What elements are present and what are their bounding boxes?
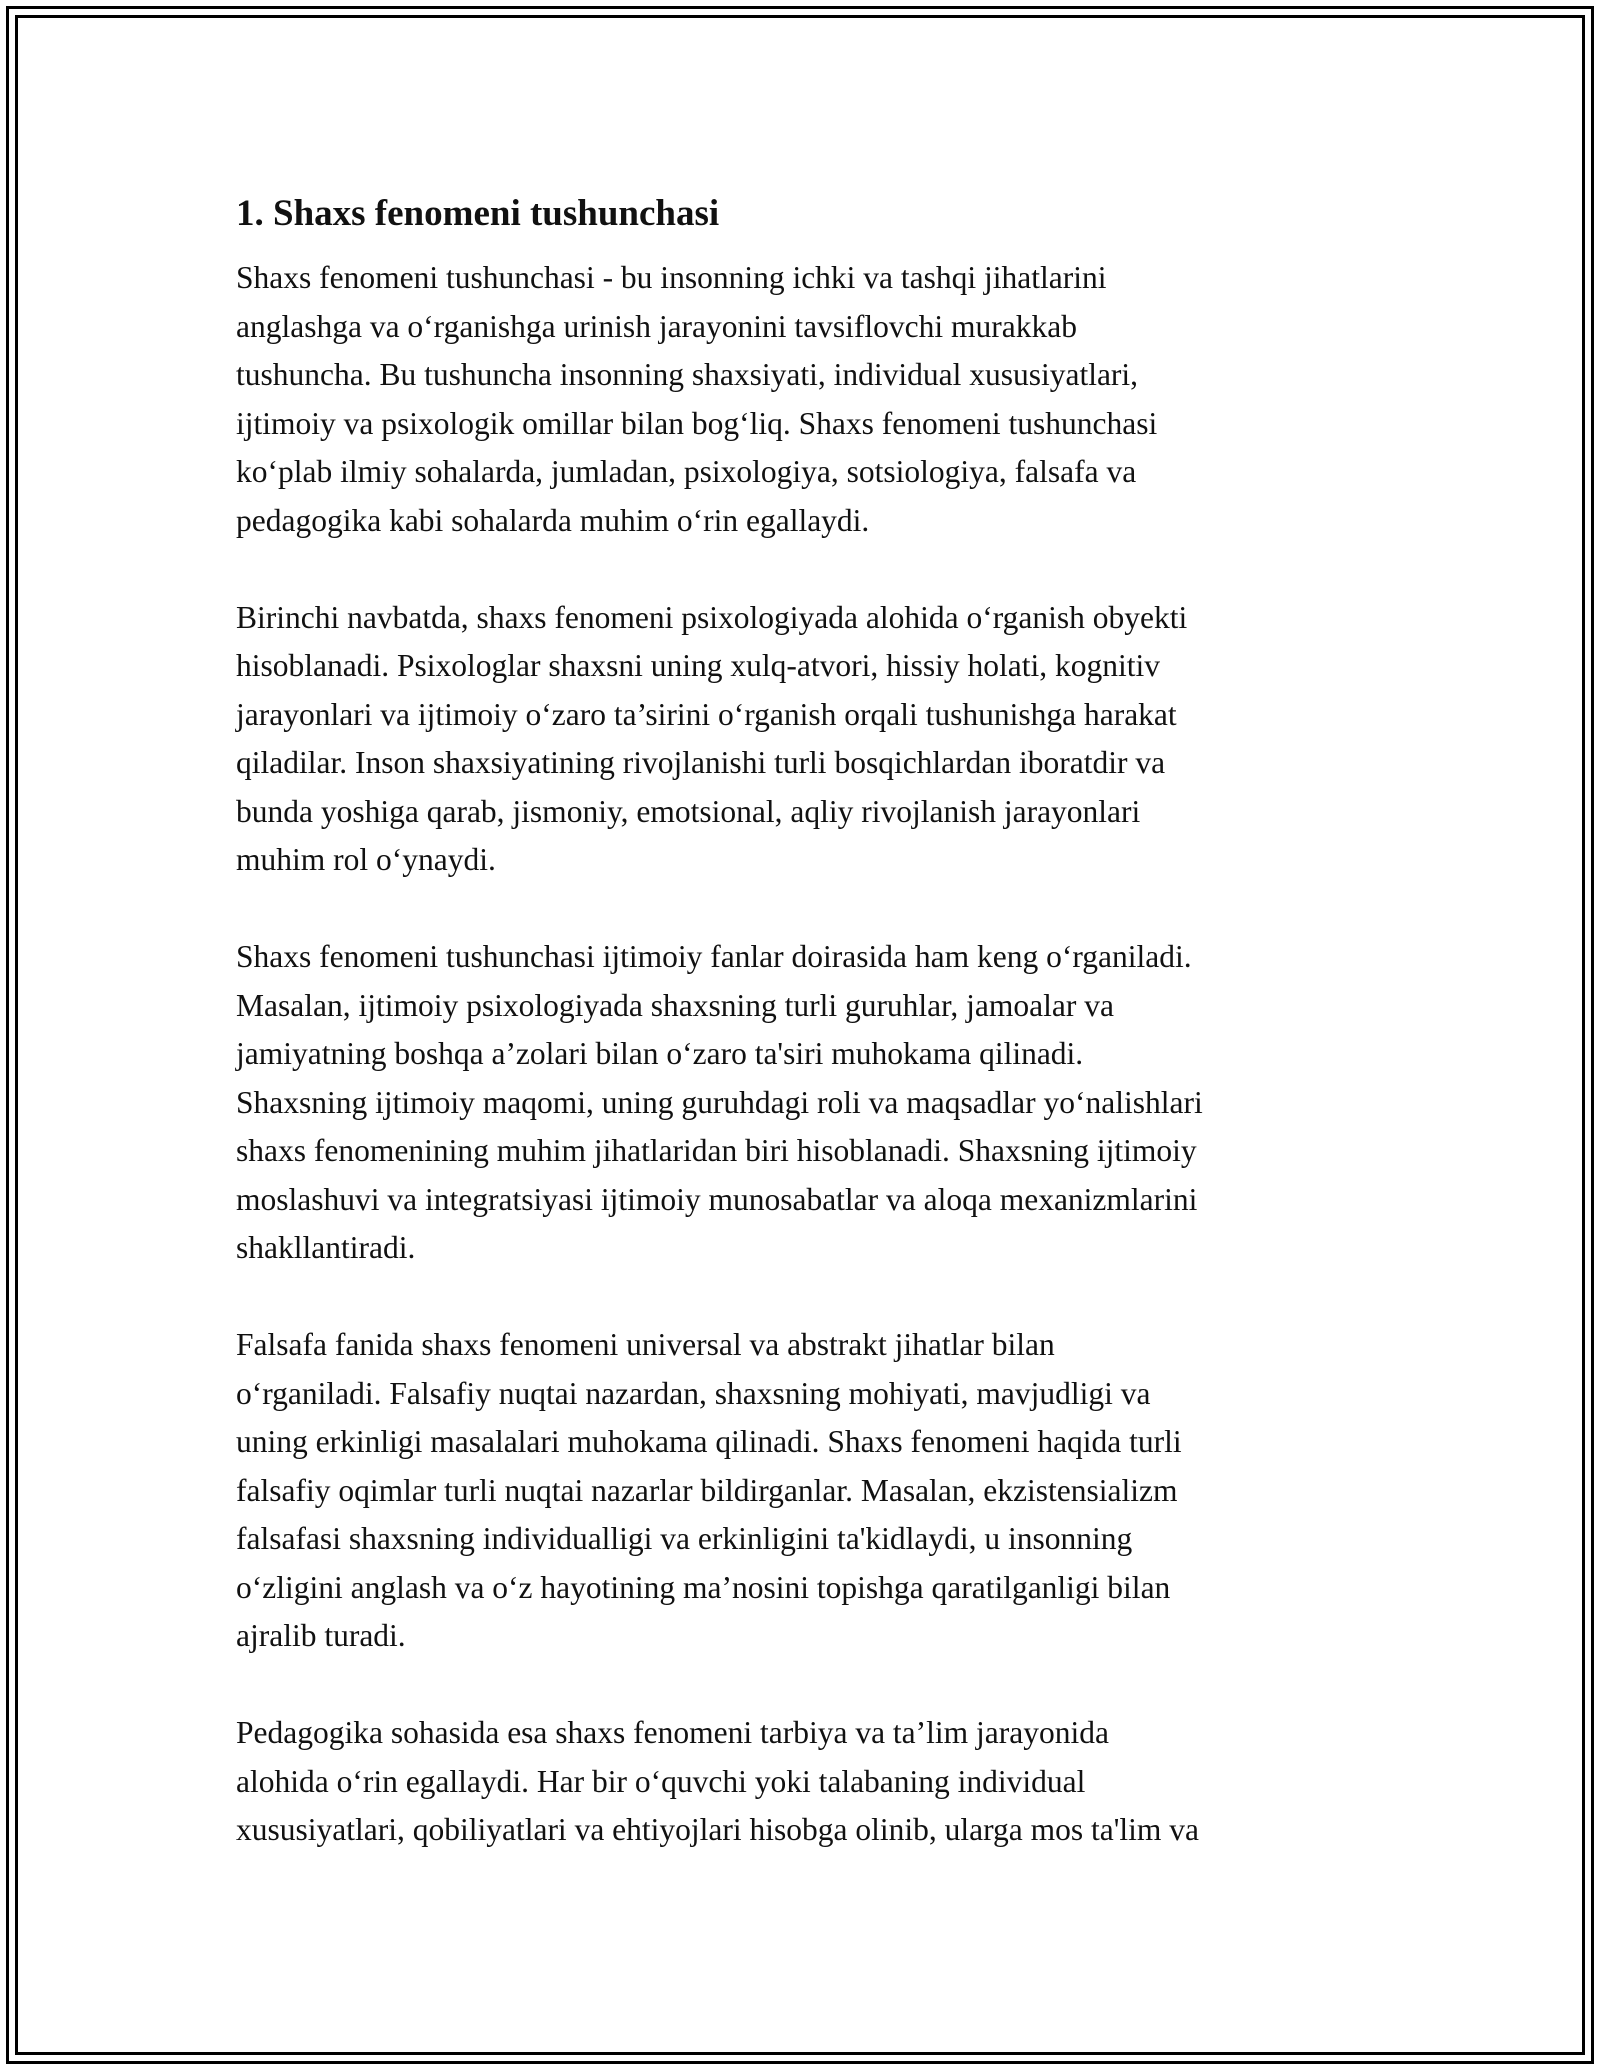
paragraph-social-sciences: Shaxs fenomeni tushunchasi ijtimoiy fanlar doirasida ham keng o‘rganiladi. Masalan, ijtimoiy psixologiyada shaxsning turli guruhlar, jamoalar va jamiyatning boshqa a’zolari bilan o‘zaro ta'siri muhokama qilinadi. Shaxsning ijtimoiy maqomi, uning guruhdagi roli va maqsadlar yo‘nalishlari shaxs fenomenining muhim jihatlaridan biri hisoblanadi. Shaxsning ijtimoiy moslashuvi va integratsiyasi ijtimoiy munosabatlar va aloqa mexanizmlarini shakllantiradi. <box>236 939 1203 1265</box>
document-body <box>236 186 1376 1903</box>
paragraph-pedagogy: Pedagogika sohasida esa shaxs fenomeni tarbiya va ta’lim jarayonida alohida o‘rin egallaydi. Har bir o‘quvchi yoki talabaning individual xususiyatlari, qobiliyatlari va ehtiyojlari hisobga olinib, ularga mos ta'lim va <box>236 1715 1200 1847</box>
paragraph-philosophy: Falsafa fanida shaxs fenomeni universal va abstrakt jihatlar bilan o‘rganiladi. Falsafiy nuqtai nazardan, shaxsning mohiyati, mavjudligi va uning erkinligi masalalari muhokama qilinadi. Shaxs fenomeni haqida turli falsafiy oqimlar turli nuqtai nazarlar bildirganlar. Masalan, ekzistensializm falsafasi shaxsning individualligi va erkinligini ta'kidlaydi, u insonning o‘zligini anglash va o‘z hayotining ma’nosini topishga qaratilganligi bilan ajralib turadi. <box>236 1327 1182 1653</box>
paragraph-intro: Shaxs fenomeni tushunchasi - bu insonning ichki va tashqi jihatlarini anglashga va o‘rganishga urinish jarayonini tavsiflovchi murakkab tushuncha. Bu tushuncha insonning shaxsiyati, individual xususiyatlari, ijtimoiy va psixologik omillar bilan bog‘liq. Shaxs fenomeni tushunchasi ko‘plab ilmiy sohalarda, jumladan, psixologiya, sotsiologiya, falsafa va pedagogika kabi sohalarda muhim o‘rin egallaydi. <box>236 260 1158 538</box>
paragraph-psychology: Birinchi navbatda, shaxs fenomeni psixologiyada alohida o‘rganish obyekti hisoblanadi. Psixologlar shaxsni uning xulq-atvori, hissiy holati, kognitiv jarayonlari va ijtimoiy o‘zaro ta’sirini o‘rganish orqali tushunishga harakat qiladilar. Inson shaxsiyatining rivojlanishi turli bosqichlardan iboratdir va bunda yoshiga qarab, jismoniy, emotsional, aqliy rivojlanish jarayonlari muhim rol o‘ynaydi. <box>236 599 1188 877</box>
page-title: 1. Shaxs fenomeni tushunchasi <box>236 193 720 234</box>
